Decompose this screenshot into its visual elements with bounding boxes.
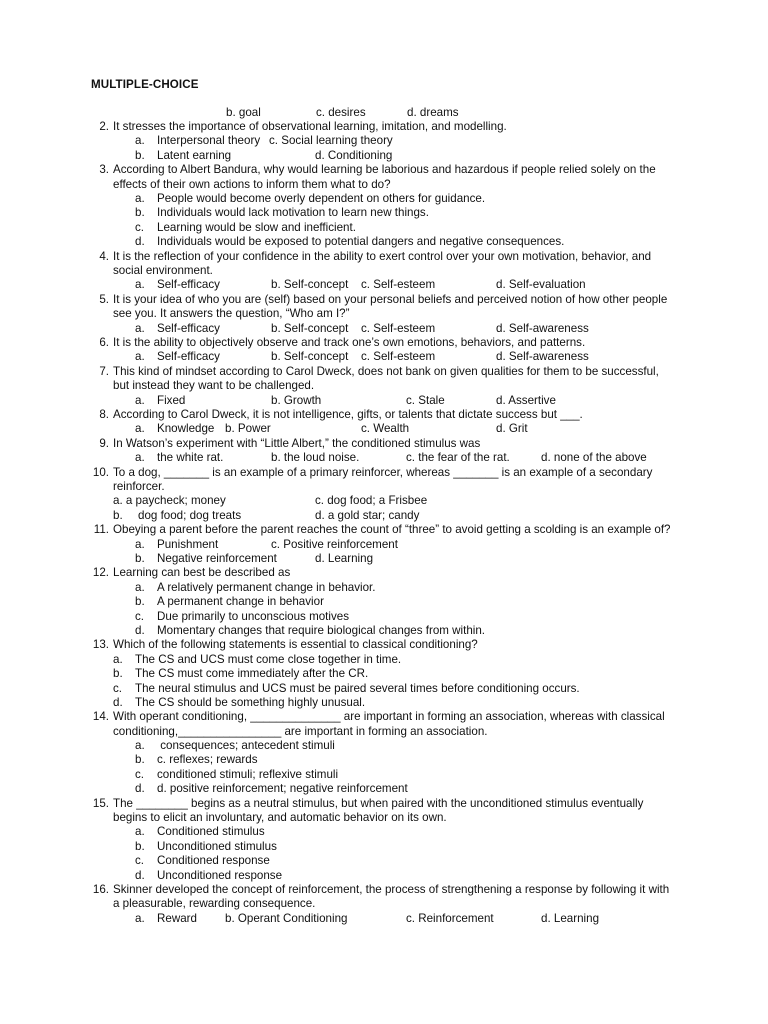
question-number: 12. <box>92 566 109 580</box>
question-item <box>91 466 671 524</box>
option-row <box>91 494 671 508</box>
option-letter: a. <box>135 321 145 335</box>
answer-options <box>91 394 671 408</box>
answer-options <box>91 538 671 567</box>
option-text: Interpersonal theory <box>157 134 261 148</box>
option-text: Momentary changes that require biological changes from within. <box>157 623 486 637</box>
question-item <box>91 336 671 365</box>
option-letter: a. <box>135 825 145 839</box>
option-text: d. Learning <box>315 551 374 565</box>
option-text: b. Operant Conditioning <box>225 911 348 925</box>
option-row <box>91 610 671 624</box>
question-item <box>91 566 671 638</box>
option-row <box>91 149 671 163</box>
option-row <box>91 206 671 220</box>
option-text: c. reflexes; rewards <box>157 753 258 767</box>
question-text: To a dog, _______ is an example of a primary reinforcer, whereas _______ is an example of a secondary reinforcer. <box>113 465 653 493</box>
option-row <box>91 422 671 436</box>
option-text: Individuals would be exposed to potential dangers and negative consequences. <box>157 235 565 249</box>
question-item <box>91 437 671 466</box>
option-row <box>91 394 671 408</box>
option-text: c. Self-esteem <box>361 350 436 364</box>
question-item <box>91 250 671 293</box>
question-number: 8. <box>99 407 109 421</box>
option-text: conditioned stimuli; reflexive stimuli <box>157 767 339 781</box>
question-number: 9. <box>99 436 109 450</box>
option-letter: b. <box>135 595 145 609</box>
option-text: Due primarily to unconscious motives <box>157 609 350 623</box>
option-text: c. dog food; a Frisbee <box>315 494 428 508</box>
answer-options <box>91 825 671 883</box>
option-row <box>91 134 671 148</box>
question-text: It is the reflection of your confidence in the ability to exert control over your own motivation, behavior, and social environment. <box>113 249 652 277</box>
option-letter: a. <box>135 451 145 465</box>
option-row <box>91 696 671 710</box>
option-row <box>91 825 671 839</box>
option-letter: d. <box>135 235 145 249</box>
option-text: d. a gold star; candy <box>315 508 420 522</box>
orphan-options-line <box>91 106 691 121</box>
question-number: 4. <box>99 249 109 263</box>
option-letter: d. <box>135 782 145 796</box>
option-text: c. the fear of the rat. <box>406 451 510 465</box>
option-letter: d. <box>135 623 145 637</box>
section-heading: MULTIPLE-CHOICE <box>91 78 199 91</box>
option-text: d. Self-awareness <box>496 321 589 335</box>
option-row <box>91 451 671 465</box>
option-text: The CS should be something highly unusual. <box>135 695 366 709</box>
question-text: In Watson’s experiment with “Little Albert,” the conditioned stimulus was <box>113 436 481 450</box>
question-text: Obeying a parent before the parent reaches the count of “three” to avoid getting a scolding is an example of? <box>113 523 671 537</box>
option-row <box>91 235 671 249</box>
option-row <box>91 653 671 667</box>
option-letter: d. <box>135 868 145 882</box>
option-text: dog food; dog treats <box>138 508 242 522</box>
question-number: 7. <box>99 364 109 378</box>
option-letter: a. <box>113 652 123 666</box>
option-b: b. goal <box>226 106 261 119</box>
option-row <box>91 682 671 696</box>
option-text: a. a paycheck; money <box>113 494 226 508</box>
option-letter: c. <box>135 767 145 781</box>
option-text: consequences; antecedent stimuli <box>157 739 335 753</box>
question-number: 5. <box>99 292 109 306</box>
option-letter: a. <box>135 393 145 407</box>
question-text: Skinner developed the concept of reinforcement, the process of strengthening a response by following it with a pleasurable, rewarding consequence. <box>113 883 670 911</box>
option-letter: b. <box>135 148 145 162</box>
question-item <box>91 523 671 566</box>
question-number: 3. <box>99 163 109 177</box>
option-text: Conditioned response <box>157 854 270 868</box>
option-letter: a. <box>135 580 145 594</box>
option-text: The CS and UCS must come close together in time. <box>135 652 402 666</box>
option-letter: b. <box>135 839 145 853</box>
option-letter: a. <box>135 422 145 436</box>
option-letter: b. <box>135 206 145 220</box>
option-d: d. dreams <box>407 106 459 119</box>
option-row <box>91 782 671 796</box>
question-text: According to Carol Dweck, it is not intelligence, gifts, or talents that dictate success but ___. <box>113 407 583 421</box>
option-row <box>91 509 671 523</box>
option-letter: c. <box>135 854 145 868</box>
option-letter: b. <box>113 667 123 681</box>
question-text: This kind of mindset according to Carol Dweck, does not bank on given qualities for them to be successful, but instead they want to be challenged. <box>113 364 659 393</box>
option-text: A relatively permanent change in behavior. <box>157 580 376 594</box>
option-text: c. Reinforcement <box>406 911 494 925</box>
option-letter: a. <box>135 134 145 148</box>
question-item <box>91 797 671 883</box>
question-number: 2. <box>99 120 109 133</box>
question-number: 16. <box>92 883 109 897</box>
option-text: d. Assertive <box>496 393 556 407</box>
question-text: It stresses the importance of observational learning, imitation, and modelling. <box>113 120 507 133</box>
option-row <box>91 624 671 638</box>
option-letter: a. <box>135 911 145 925</box>
option-letter: a. <box>135 537 145 551</box>
question-item <box>91 293 671 336</box>
question-text: It is your idea of who you are (self) based on your personal beliefs and perceived notion of how other people see you. It answers the question, “Who am I?” <box>113 292 668 321</box>
question-item <box>91 408 671 437</box>
option-letter: a. <box>135 739 145 753</box>
option-letter: a. <box>135 350 145 364</box>
option-text: b. Self-concept <box>271 350 349 364</box>
option-text: People would become overly dependent on others for guidance. <box>157 192 486 205</box>
option-text: Knowledge <box>157 422 215 436</box>
answer-options <box>91 192 671 250</box>
question-text: According to Albert Bandura, why would learning be laborious and hazardous if people relied solely on the effects of their own actions to inform them what to do? <box>113 163 656 191</box>
option-row <box>91 581 671 595</box>
question-text: It is the ability to objectively observe and track one’s own emotions, behaviors, and patterns. <box>113 335 586 349</box>
option-text: Conditioned stimulus <box>157 825 265 839</box>
option-text: c. Self-esteem <box>361 321 436 335</box>
answer-options <box>91 494 671 523</box>
question-text: With operant conditioning, ______________ are important in forming an association, whereas with classical conditioning,________________ are important in forming an association. <box>113 710 665 738</box>
option-text: Punishment <box>157 537 219 551</box>
option-row <box>91 538 671 552</box>
option-row <box>91 552 671 566</box>
option-letter: c. <box>135 609 145 623</box>
option-row <box>91 667 671 681</box>
option-text: Learning would be slow and inefficient. <box>157 220 356 234</box>
question-number: 15. <box>92 796 109 810</box>
option-row <box>91 350 671 364</box>
question-number: 10. <box>92 465 109 479</box>
option-text: Negative reinforcement <box>157 551 277 565</box>
option-letter: a. <box>135 192 145 205</box>
option-row <box>91 753 671 767</box>
answer-options <box>91 581 671 639</box>
option-text: d. positive reinforcement; negative reinforcement <box>157 782 408 796</box>
option-text: Unconditioned stimulus <box>157 839 277 853</box>
question-number: 6. <box>99 335 109 349</box>
answer-options <box>91 422 671 436</box>
option-text: Reward <box>157 911 197 925</box>
option-text: Self-efficacy <box>157 278 220 292</box>
option-text: c. Stale <box>406 393 445 407</box>
option-letter: b. <box>135 753 145 767</box>
option-row <box>91 912 671 926</box>
option-row <box>91 840 671 854</box>
option-letter: c. <box>113 681 123 695</box>
option-text: d. Self-evaluation <box>496 278 586 292</box>
option-letter: b. <box>135 551 145 565</box>
option-row <box>91 192 671 206</box>
option-text: Fixed <box>157 393 186 407</box>
option-text: Self-efficacy <box>157 350 220 364</box>
option-text: The neural stimulus and UCS must be paired several times before conditioning occurs. <box>135 681 580 695</box>
option-text: d. Grit <box>496 422 528 436</box>
answer-options <box>91 322 671 336</box>
option-row <box>91 854 671 868</box>
question-number: 14. <box>92 710 109 724</box>
option-text: The CS must come immediately after the CR. <box>135 667 369 681</box>
option-text: d. Self-awareness <box>496 350 589 364</box>
question-item <box>91 120 671 163</box>
question-list <box>91 120 671 926</box>
option-text: b. Growth <box>271 393 322 407</box>
option-c: c. desires <box>316 106 366 119</box>
option-text: b. Self-concept <box>271 321 349 335</box>
option-row <box>91 739 671 753</box>
answer-options <box>91 739 671 797</box>
question-number: 11. <box>93 523 109 537</box>
answer-options <box>91 653 671 711</box>
question-item <box>91 365 671 408</box>
option-row <box>91 595 671 609</box>
question-item <box>91 883 671 926</box>
option-letter: c. <box>135 220 145 234</box>
answer-options <box>91 451 671 465</box>
option-text: b. Self-concept <box>271 278 349 292</box>
option-text: d. none of the above <box>541 451 647 465</box>
option-row <box>91 221 671 235</box>
option-text: Unconditioned response <box>157 868 283 882</box>
answer-options <box>91 278 671 292</box>
option-text: b. the loud noise. <box>271 451 360 465</box>
question-item <box>91 710 671 796</box>
question-number: 13. <box>92 638 109 652</box>
option-text: c. Positive reinforcement <box>271 537 398 551</box>
question-item <box>91 638 671 710</box>
option-text: the white rat. <box>157 451 224 465</box>
answer-options <box>91 912 671 926</box>
option-row <box>91 869 671 883</box>
answer-options <box>91 350 671 364</box>
option-text: Latent earning <box>157 148 232 162</box>
option-row <box>91 768 671 782</box>
option-text: b. Power <box>225 422 271 436</box>
option-text: Individuals would lack motivation to learn new things. <box>157 206 429 220</box>
question-text: The ________ begins as a neutral stimulus, but when paired with the unconditioned stimulus eventually begins to elicit an involuntary, and automatic behavior on its own. <box>113 796 644 825</box>
option-letter: b. <box>113 508 123 522</box>
question-text: Which of the following statements is essential to classical conditioning? <box>113 638 478 652</box>
option-text: d. Conditioning <box>315 148 393 162</box>
question-item <box>91 163 671 249</box>
option-letter: a. <box>135 278 145 292</box>
option-text: A permanent change in behavior <box>157 595 324 609</box>
option-row <box>91 322 671 336</box>
option-text: c. Self-esteem <box>361 278 436 292</box>
question-text: Learning can best be described as <box>113 566 291 580</box>
option-text: c. Wealth <box>361 422 410 436</box>
option-text: c. Social learning theory <box>269 134 393 148</box>
option-text: Self-efficacy <box>157 321 220 335</box>
option-row <box>91 278 671 292</box>
answer-options <box>91 134 671 163</box>
option-text: d. Learning <box>541 911 600 925</box>
option-letter: d. <box>113 695 123 709</box>
